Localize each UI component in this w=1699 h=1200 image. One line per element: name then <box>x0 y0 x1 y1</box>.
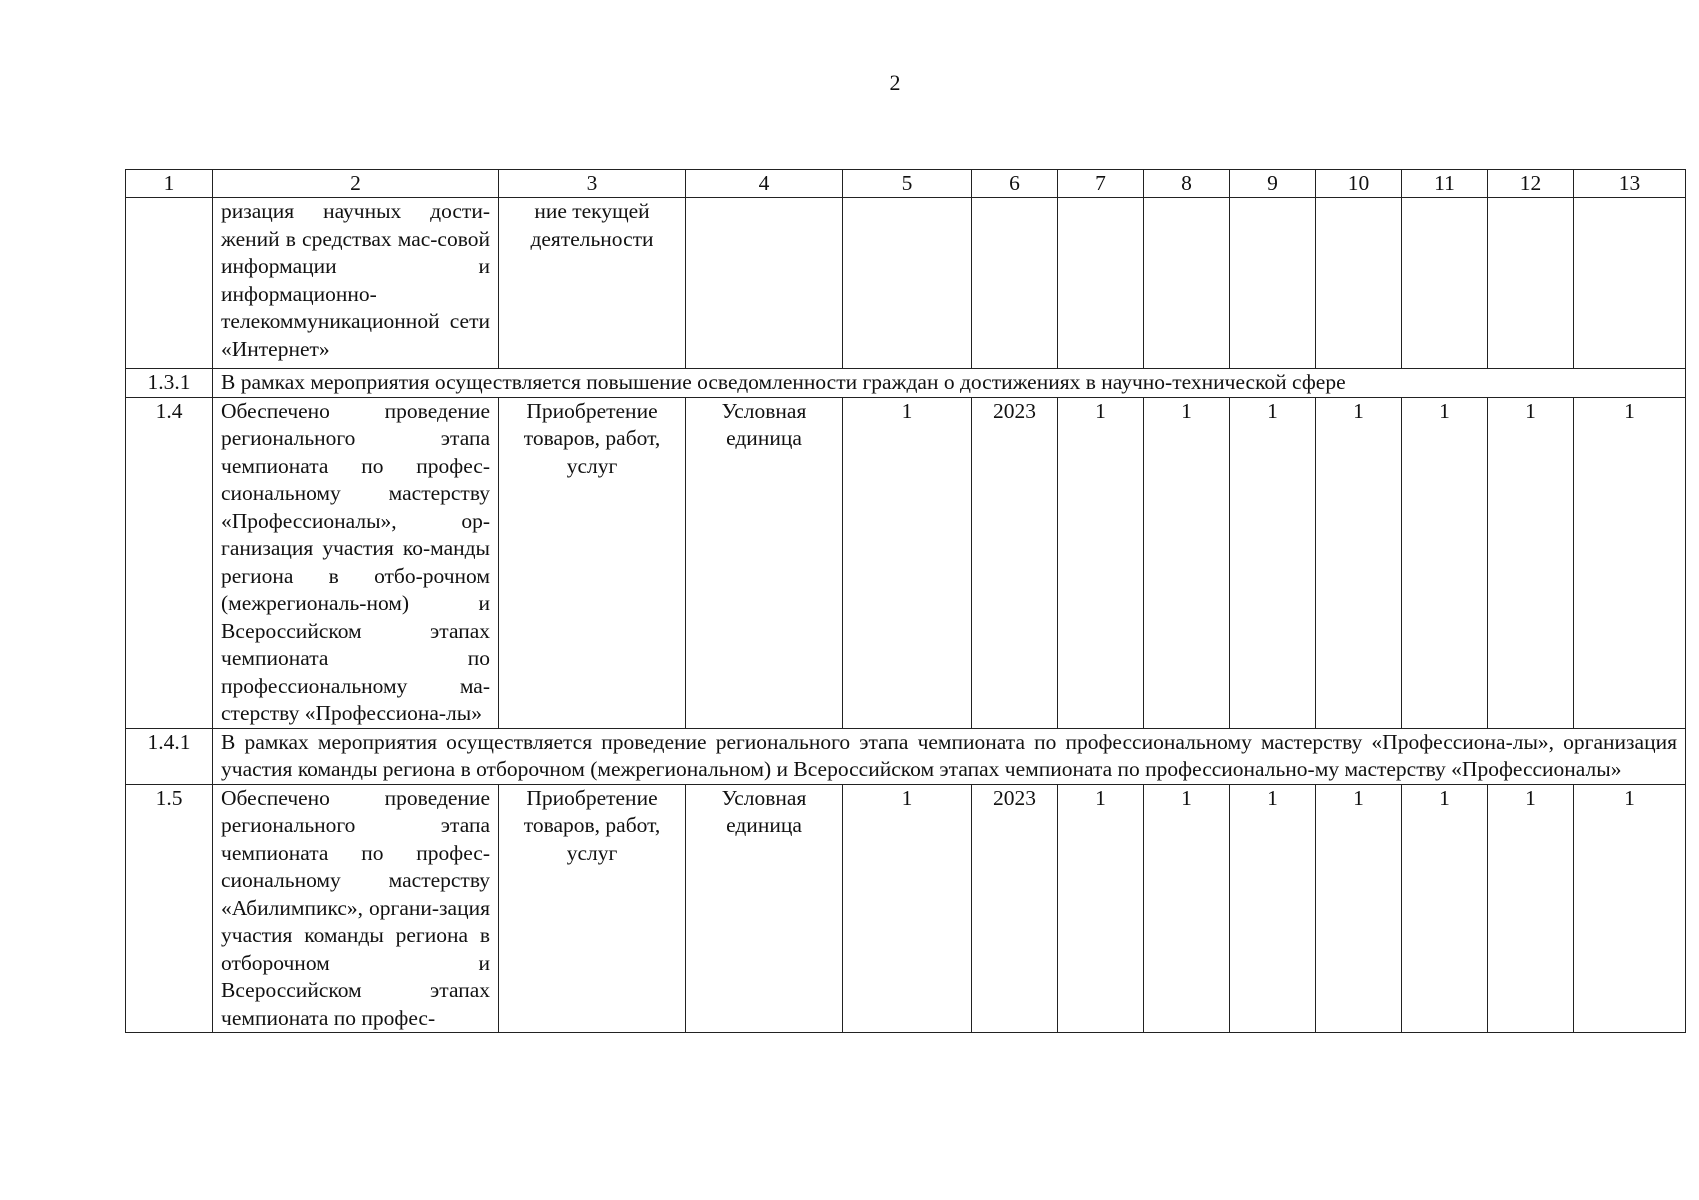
description-cell: В рамках мероприятия осуществляется проведение регионального этапа чемпионата по профессиональному мастерству «Профессиона-лы», организация участия команды региона в отборочном (межрегиональном) и Всероссийском этапах чемпионата по профессионально-му мастерству «Профессионалы» <box>213 728 1686 784</box>
column-number: 7 <box>1058 170 1144 198</box>
empty-cell <box>686 198 843 369</box>
column-number: 12 <box>1488 170 1574 198</box>
value-cell: 1 <box>1230 397 1316 728</box>
row-number-cell <box>126 198 213 369</box>
type-cell: Приобретение товаров, работ, услуг <box>499 397 686 728</box>
indicator-name-cell: Обеспечено проведение регионального этапа чемпионата по профес-сиональному мастерству «Абилимпикс», органи-зация участия команды региона в отборочном и Всероссийском этапах чемпионата по профес- <box>213 784 499 1033</box>
value-cell: 1 <box>1316 397 1402 728</box>
column-number: 13 <box>1574 170 1686 198</box>
table-row <box>126 728 1686 784</box>
empty-cell <box>1574 198 1686 369</box>
base-value-cell: 1 <box>843 397 972 728</box>
empty-cell <box>1058 198 1144 369</box>
value-cell: 1 <box>1058 397 1144 728</box>
empty-cell <box>1488 198 1574 369</box>
column-number: 6 <box>972 170 1058 198</box>
value-cell: 1 <box>1230 784 1316 1033</box>
base-value-cell: 1 <box>843 784 972 1033</box>
empty-cell <box>1230 198 1316 369</box>
empty-cell <box>1402 198 1488 369</box>
type-cell: ние текущей деятельности <box>499 198 686 369</box>
indicators-table <box>125 169 1686 1033</box>
value-cell: 1 <box>1574 784 1686 1033</box>
column-numbers-row <box>126 170 1686 198</box>
value-cell: 1 <box>1488 397 1574 728</box>
column-number: 10 <box>1316 170 1402 198</box>
row-number-cell: 1.3.1 <box>126 369 213 398</box>
row-number-cell: 1.5 <box>126 784 213 1033</box>
empty-cell <box>1144 198 1230 369</box>
value-cell: 1 <box>1574 397 1686 728</box>
column-number: 9 <box>1230 170 1316 198</box>
row-number-cell: 1.4.1 <box>126 728 213 784</box>
column-number: 5 <box>843 170 972 198</box>
column-number: 3 <box>499 170 686 198</box>
table-row <box>126 198 1686 369</box>
value-cell: 1 <box>1488 784 1574 1033</box>
indicator-name-cell: ризация научных дости-жений в средствах мас-совой информации и информационно-телекоммуникационной сети «Интернет» <box>213 198 499 369</box>
column-number: 1 <box>126 170 213 198</box>
value-cell: 1 <box>1316 784 1402 1033</box>
table-row <box>126 397 1686 728</box>
value-cell: 1 <box>1144 397 1230 728</box>
unit-cell: Условная единица <box>686 784 843 1033</box>
value-cell: 1 <box>1144 784 1230 1033</box>
column-number: 2 <box>213 170 499 198</box>
unit-cell: Условная единица <box>686 397 843 728</box>
base-year-cell: 2023 <box>972 784 1058 1033</box>
value-cell: 1 <box>1402 397 1488 728</box>
empty-cell <box>843 198 972 369</box>
type-cell: Приобретение товаров, работ, услуг <box>499 784 686 1033</box>
empty-cell <box>972 198 1058 369</box>
column-number: 4 <box>686 170 843 198</box>
value-cell: 1 <box>1402 784 1488 1033</box>
base-year-cell: 2023 <box>972 397 1058 728</box>
table-row <box>126 369 1686 398</box>
value-cell: 1 <box>1058 784 1144 1033</box>
column-number: 8 <box>1144 170 1230 198</box>
indicator-name-cell: Обеспечено проведение регионального этапа чемпионата по профес-сиональному мастерству «Профессионалы», ор-ганизация участия ко-манды региона в отбо-рочном (межрегиональ-ном) и Всероссийском этапах чемпионата по профессиональному ма-стерству «Профессиона-лы» <box>213 397 499 728</box>
description-cell: В рамках мероприятия осуществляется повышение осведомленности граждан о достижениях в научно-технической сфере <box>213 369 1686 398</box>
table-row <box>126 784 1686 1033</box>
page-number: 2 <box>889 70 901 95</box>
column-number: 11 <box>1402 170 1488 198</box>
empty-cell <box>1316 198 1402 369</box>
row-number-cell: 1.4 <box>126 397 213 728</box>
